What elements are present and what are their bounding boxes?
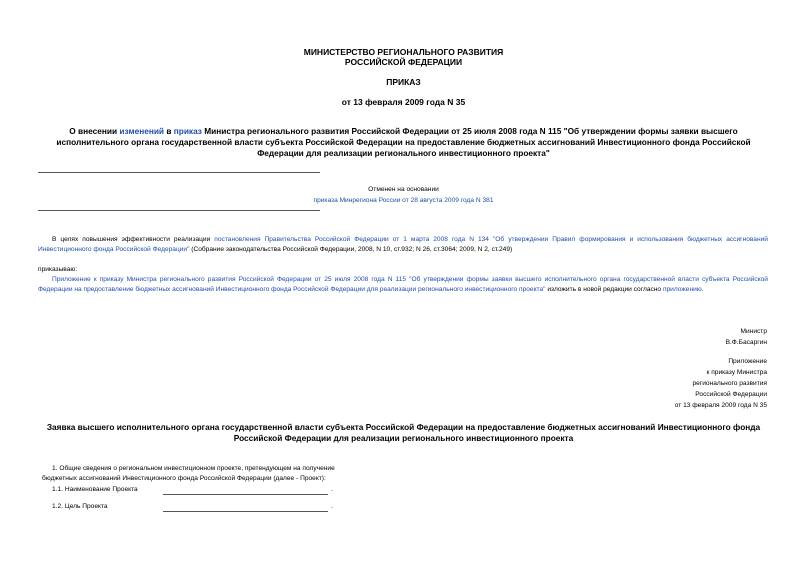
project-goal-field-end: .: [331, 503, 333, 510]
repeal-order-link[interactable]: приказа Минрегиона России от 28 августа 2009 года N 381: [313, 197, 494, 204]
signatory-name: В.Ф.Басаргин: [725, 339, 767, 346]
signatory-position: Министр: [740, 328, 767, 335]
appendix-line3: регионального развития: [692, 380, 767, 387]
appendix-label: Приложение: [728, 358, 767, 365]
appendix-line4: Российской Федерации: [695, 391, 767, 398]
ministry-name-line2: РОССИЙСКОЙ ФЕДЕРАЦИИ: [344, 57, 463, 67]
government-decree-link[interactable]: постановления Правительства Российской Федерации от 1 марта 2008 года N 134 "Об утверждении Правил формирования и использования бюджетных ассигнований Инвестиционного фонда Российской Федерации": [38, 236, 768, 253]
preamble-paragraph: [38, 235, 768, 254]
order-paragraph-end: .: [701, 285, 704, 293]
document-type: ПРИКАЗ: [386, 77, 421, 87]
project-name-field-end: .: [331, 486, 333, 493]
status-line1: Отменен на основании: [368, 186, 439, 193]
section1-line2: бюджетных ассигнований Инвестиционного фонда Российской Федерации (далее - Проект):: [42, 475, 326, 482]
order-paragraph: [38, 275, 768, 294]
project-name-field[interactable]: [163, 494, 328, 495]
order-phrase: приказываю:: [38, 266, 78, 273]
appendix-line2: к приказу Министра: [706, 369, 767, 376]
title-prefix: О внесении: [69, 126, 120, 136]
preamble-rest: (Собрание законодательства Российской Федерации, 2008, N 10, ст.932; N 26, ст.3064; 2009, N 2, ст.249): [189, 245, 513, 253]
document-title: [42, 126, 765, 159]
status-top-rule: [38, 172, 320, 173]
project-goal-label: 1.2. Цель Проекта: [52, 503, 108, 510]
title-mid: в: [164, 126, 174, 136]
order-link[interactable]: приказ: [173, 126, 202, 136]
project-name-label: 1.1. Наименование Проекта: [52, 486, 138, 493]
document-date: от 13 февраля 2009 года N 35: [341, 97, 466, 107]
appendix-date: от 13 февраля 2009 года N 35: [674, 402, 767, 409]
order-paragraph-rest: изложить в новой редакции согласно: [545, 285, 663, 293]
status-bottom-rule: [38, 210, 320, 211]
form-title: Заявка высшего исполнительного органа государственной власти субъекта Российской Федерации на предоставление бюджетных ассигнований Инвестиционного фонда Российской Федерации для реализации регионального инвестиционного проекта: [46, 422, 761, 443]
title-rest: Министра регионального развития Российской Федерации от 25 июля 2008 года N 115 "Об утверждении формы заявки высшего исполнительного органа государственной власти субъекта Российской Федерации на предоставление бюджетных ассигнований Инвестиционного фонда Российской Федерации для реализации регионального инвестиционного проекта": [56, 126, 751, 158]
project-goal-field[interactable]: [163, 511, 328, 512]
section1-line1: 1. Общие сведения о региональном инвестиционном проекте, претендующем на получение: [52, 465, 335, 472]
appendix-order-link[interactable]: Приложение к приказу Министра регионального развития Российской Федерации от 25 июля 2008 года N 115 "Об утверждении формы заявки высшего исполнительного органа государственной власти субъекта Российской Федерации на предоставление бюджетных ассигнований Инвестиционного фонда Российской Федерации для реализации регионального инвестиционного проекта": [38, 276, 768, 293]
preamble-text: В целях повышения эффективности реализации: [52, 236, 215, 243]
appendix-link[interactable]: приложению: [662, 285, 702, 293]
changes-link[interactable]: изменений: [119, 126, 165, 136]
ministry-name-line1: МИНИСТЕРСТВО РЕГИОНАЛЬНОГО РАЗВИТИЯ: [303, 47, 504, 57]
